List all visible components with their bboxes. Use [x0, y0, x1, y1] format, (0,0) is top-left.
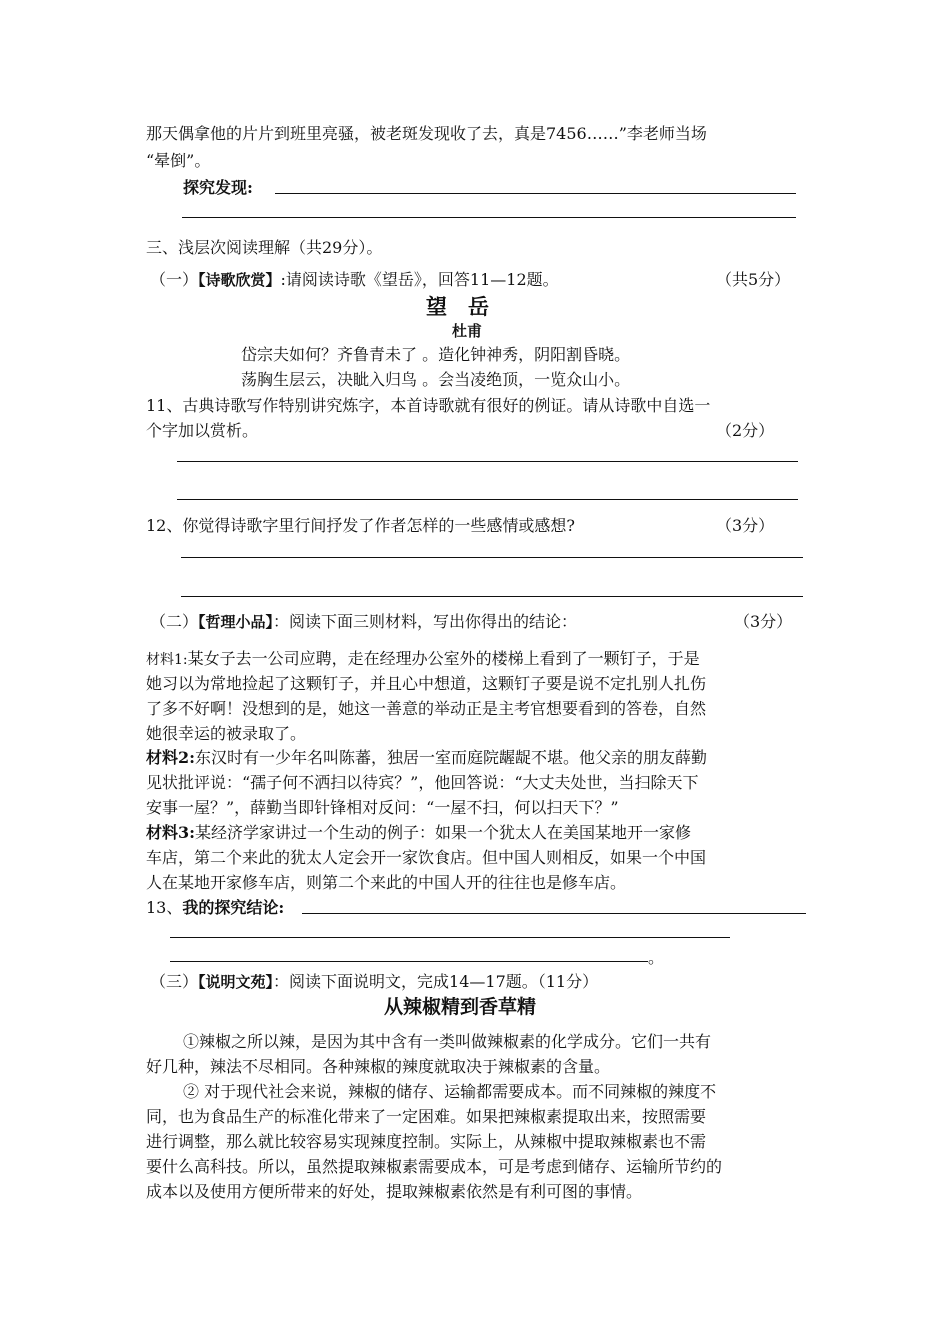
- q11-answer-line-1[interactable]: [177, 461, 798, 462]
- poem-line-1: 岱宗夫如何？齐鲁青未了 。造化钟神秀，阴阳割昏晓。: [241, 345, 631, 364]
- material-3-line-1: 材料3:某经济学家讲过一个生动的例子：如果一个犹太人在美国某地开一家修: [146, 823, 692, 842]
- poem-line-2: 荡胸生层云，决眦入归鸟 。会当凌绝顶，一览众山小。: [241, 370, 631, 389]
- material-1-label: 材料1:: [146, 652, 188, 668]
- poem-part-prefix: （一）: [150, 270, 199, 289]
- material-2-line-1: 材料2:东汉时有一少年名叫陈蕃，独居一室而庭院龌龊不堪。他父亲的朋友薛勤: [146, 748, 708, 767]
- q12-answer-line-1[interactable]: [181, 557, 803, 558]
- q11-line-2: 个字加以赏析。: [146, 421, 259, 440]
- poem-part-instruction: :请阅读诗歌《望岳》，回答11—12题。: [280, 270, 559, 289]
- paragraph-2-line-5: 成本以及使用方便所带来的好处，提取辣椒素依然是有利可图的事情。: [146, 1182, 643, 1201]
- paragraph-1-line-1: ①辣椒之所以辣，是因为其中含有一类叫做辣椒素的化学成分。它们一共有: [183, 1032, 712, 1051]
- q12-answer-line-2[interactable]: [181, 596, 803, 597]
- q13-answer-line-2[interactable]: [170, 937, 730, 938]
- philosophy-part-instruction: ：阅读下面三则材料，写出你得出的结论：: [273, 612, 578, 631]
- discovery-label: 探究发现:: [183, 178, 253, 197]
- q13-answer-line-1[interactable]: [302, 913, 806, 914]
- poem-author: 杜甫: [452, 322, 483, 340]
- poem-title: 望 岳: [426, 295, 489, 319]
- q13-label: 我的探究结论:: [182, 898, 285, 917]
- philosophy-part-heading: [150, 610, 577, 634]
- material-1-line-3: 了多不好啊！没想到的是，她这一善意的举动正是主考官想要看到的答卷，自然: [146, 699, 707, 718]
- intro-line-2: “晕倒”。: [146, 151, 211, 170]
- paragraph-2-line-2: 同，也为食品生产的标准化带来了一定困难。如果把辣椒素提取出来，按照需要: [146, 1107, 707, 1126]
- poem-part-heading: [150, 268, 559, 292]
- discovery-answer-line-2[interactable]: [182, 217, 796, 218]
- intro-line-1: 那天偶拿他的片片到班里亮骚，被老斑发现收了去，真是7456……”李老师当场: [146, 124, 707, 143]
- material-2-line-3: 安事一屋？”，薛勤当即针锋相对反问：“一屋不扫，何以扫天下？”: [146, 798, 619, 817]
- discovery-answer-line-1[interactable]: [275, 193, 796, 194]
- expository-part-instruction: ：阅读下面说明文，完成14—17题。（11分）: [273, 972, 599, 991]
- section-3-heading: 三、浅层次阅读理解（共29分）。: [146, 238, 383, 257]
- q12-text: 12、你觉得诗歌字里行间抒发了作者怎样的一些感情或感想?: [146, 516, 575, 535]
- q13-prompt: [146, 896, 284, 920]
- material-1-line-2: 她习以为常地捡起了这颗钉子，并且心中想道，这颗钉子要是说不定扎别人扎伤: [146, 674, 707, 693]
- q11-score: （2分）: [716, 421, 775, 440]
- paragraph-2-line-3: 进行调整，那么就比较容易实现辣度控制。实际上，从辣椒中提取辣椒素也不需: [146, 1132, 707, 1151]
- paragraph-2-line-4: 要什么高科技。所以，虽然提取辣椒素需要成本，可是考虑到储存、运输所节约的: [146, 1157, 723, 1176]
- q13-prefix: 13、: [146, 898, 183, 917]
- material-2-line-2: 见状批评说：“孺子何不洒扫以待宾？”，他回答说：“大丈夫处世，当扫除天下: [146, 773, 699, 792]
- paragraph-2-line-1: ② 对于现代社会来说，辣椒的储存、运输都需要成本。而不同辣椒的辣度不: [183, 1082, 717, 1101]
- poem-part-score: （共5分）: [716, 270, 791, 289]
- expository-part-tag: 【说明文苑】: [198, 973, 274, 991]
- expository-part-prefix: （三）: [150, 972, 199, 991]
- q11-answer-line-2[interactable]: [177, 499, 798, 500]
- material-3-line-2: 车店，第二个来此的犹太人定会开一家饮食店。但中国人则相反，如果一个中国: [146, 848, 707, 867]
- article-title: 从辣椒精到香草精: [384, 996, 537, 1018]
- philosophy-part-score: （3分）: [734, 612, 793, 631]
- material-1-line-4: 她很幸运的被录取了。: [146, 724, 307, 743]
- expository-part-heading: [150, 970, 598, 994]
- q13-answer-line-3[interactable]: [170, 961, 648, 962]
- material-3-label: 材料3:: [146, 823, 196, 842]
- philosophy-part-prefix: （二）: [150, 612, 199, 631]
- material-1-line-1: 材料1:某女子去一公司应聘，走在经理办公室外的楼梯上看到了一颗钉子，于是: [146, 649, 700, 668]
- q11-line-1: 11、古典诗歌写作特别讲究炼字，本首诗歌就有很好的例证。请从诗歌中自选一: [146, 396, 711, 415]
- q13-end-mark: 。: [648, 948, 665, 967]
- paragraph-1-line-2: 好几种，辣法不尽相同。各种辣椒的辣度就取决于辣椒素的含量。: [146, 1057, 611, 1076]
- poem-part-tag: 【诗歌欣赏】: [198, 271, 281, 289]
- material-2-label: 材料2:: [146, 748, 196, 767]
- q12-score: （3分）: [716, 516, 775, 535]
- material-3-line-3: 人在某地开家修车店，则第二个来此的中国人开的往往也是修车店。: [146, 873, 627, 892]
- philosophy-part-tag: 【哲理小品】: [198, 613, 274, 631]
